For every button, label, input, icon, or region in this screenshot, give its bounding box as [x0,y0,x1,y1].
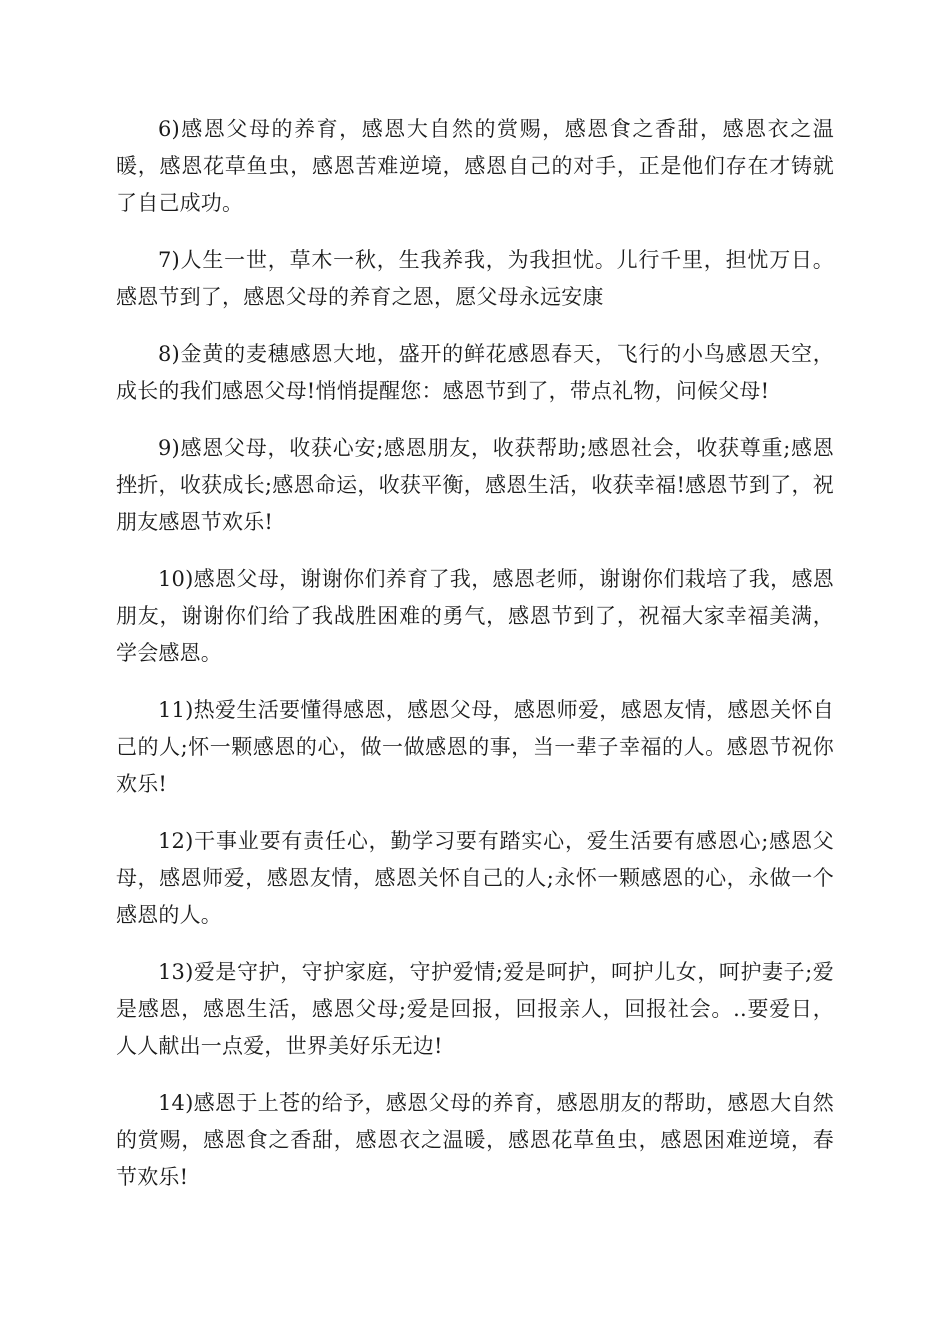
paragraph-8: 8)金黄的麦穗感恩大地，盛开的鲜花感恩春天，飞行的小鸟感恩天空，成长的我们感恩父母!悄悄提醒您：感恩节到了，带点礼物，问候父母! [116,342,834,403]
paragraph-10: 10)感恩父母，谢谢你们养育了我，感恩老师，谢谢你们栽培了我，感恩朋友，谢谢你们给了我战胜困难的勇气，感恩节到了，祝福大家幸福美满，学会感恩。 [116,567,834,665]
document-body [116,111,834,1216]
paragraph-13: 13)爱是守护，守护家庭，守护爱情;爱是呵护，呵护儿女，呵护妻子;爱是感恩，感恩生活，感恩父母;爱是回报，回报亲人，回报社会。..要爱日，人人献出一点爱，世界美好乐无边! [116,960,834,1058]
paragraph-11: 11)热爱生活要懂得感恩，感恩父母，感恩师爱，感恩友情，感恩关怀自己的人;怀一颗感恩的心，做一做感恩的事，当一辈子幸福的人。感恩节祝你欢乐! [116,698,834,796]
paragraph-7: 7)人生一世，草木一秋，生我养我，为我担忧。儿行千里，担忧万日。感恩节到了，感恩父母的养育之恩，愿父母永远安康 [116,248,834,309]
paragraph-12: 12)干事业要有责任心，勤学习要有踏实心，爱生活要有感恩心;感恩父母，感恩师爱，感恩友情，感恩关怀自己的人;永怀一颗感恩的心，永做一个感恩的人。 [116,829,834,927]
paragraph-14: 14)感恩于上苍的给予，感恩父母的养育，感恩朋友的帮助，感恩大自然的赏赐，感恩食之香甜，感恩衣之温暖，感恩花草鱼虫，感恩困难逆境，春节欢乐! [116,1091,834,1189]
paragraph-6: 6)感恩父母的养育，感恩大自然的赏赐，感恩食之香甜，感恩衣之温暖，感恩花草鱼虫，感恩苦难逆境，感恩自己的对手，正是他们存在才铸就了自己成功。 [116,117,834,215]
paragraph-9: 9)感恩父母，收获心安;感恩朋友，收获帮助;感恩社会，收获尊重;感恩挫折，收获成长;感恩命运，收获平衡，感恩生活，收获幸福!感恩节到了，祝朋友感恩节欢乐! [116,436,834,534]
